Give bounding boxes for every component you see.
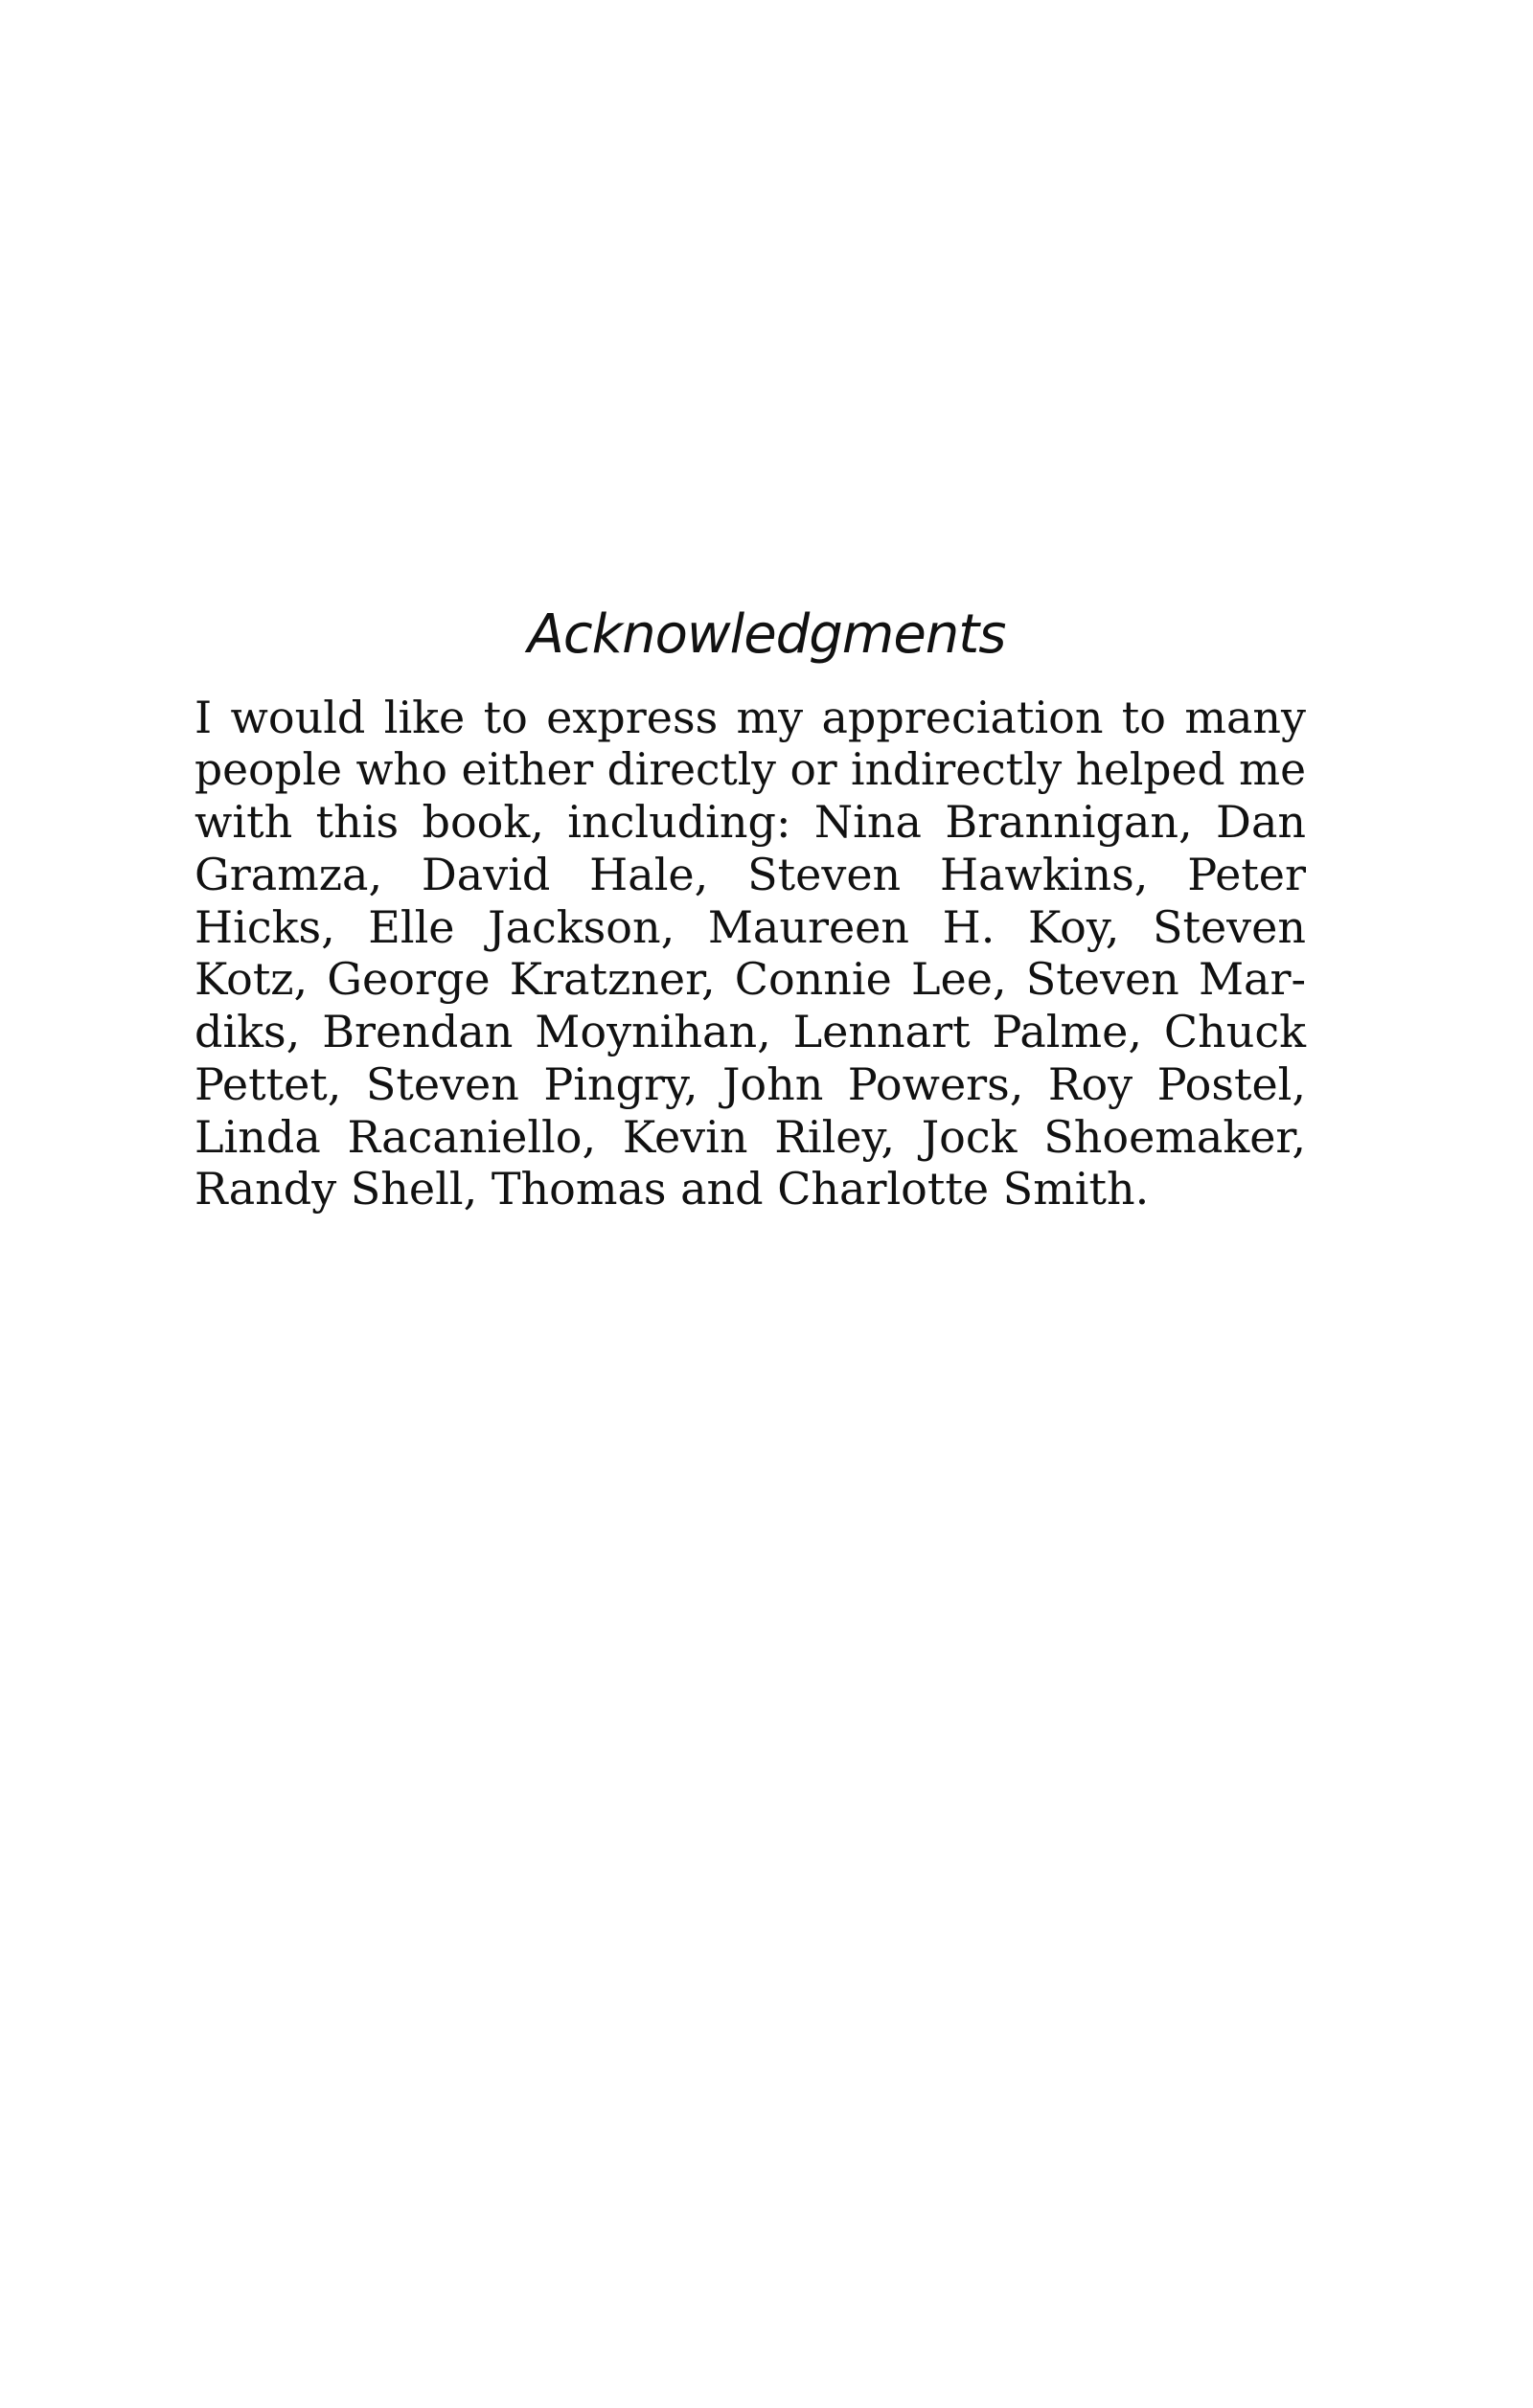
paragraph-line: diks, Brendan Moynihan, Lennart Palme, Chuck — [194, 1006, 1306, 1058]
paragraph-line: I would like to express my appreciation to many — [194, 692, 1306, 743]
acknowledgments-paragraph — [194, 692, 1306, 1215]
paragraph-line: Kotz, George Kratzner, Connie Lee, Steven Mar- — [194, 953, 1306, 1006]
paragraph-line: Pettet, Steven Pingry, John Powers, Roy Postel, — [194, 1057, 1306, 1110]
paragraph-line: Linda Racaniello, Kevin Riley, Jock Shoemaker, — [194, 1110, 1306, 1163]
paragraph-line: Randy Shell, Thomas and Charlotte Smith. — [194, 1163, 1150, 1215]
paragraph-line: people who either directly or indirectly helped me — [194, 743, 1307, 795]
paragraph-line: with this book, including: Nina Brannigan, Dan — [194, 796, 1306, 849]
paragraph-line: Gramza, David Hale, Steven Hawkins, Peter — [194, 849, 1306, 901]
paragraph-line: Hicks, Elle Jackson, Maureen H. Koy, Steven — [194, 900, 1306, 953]
page-title: Acknowledgments — [527, 603, 1006, 666]
